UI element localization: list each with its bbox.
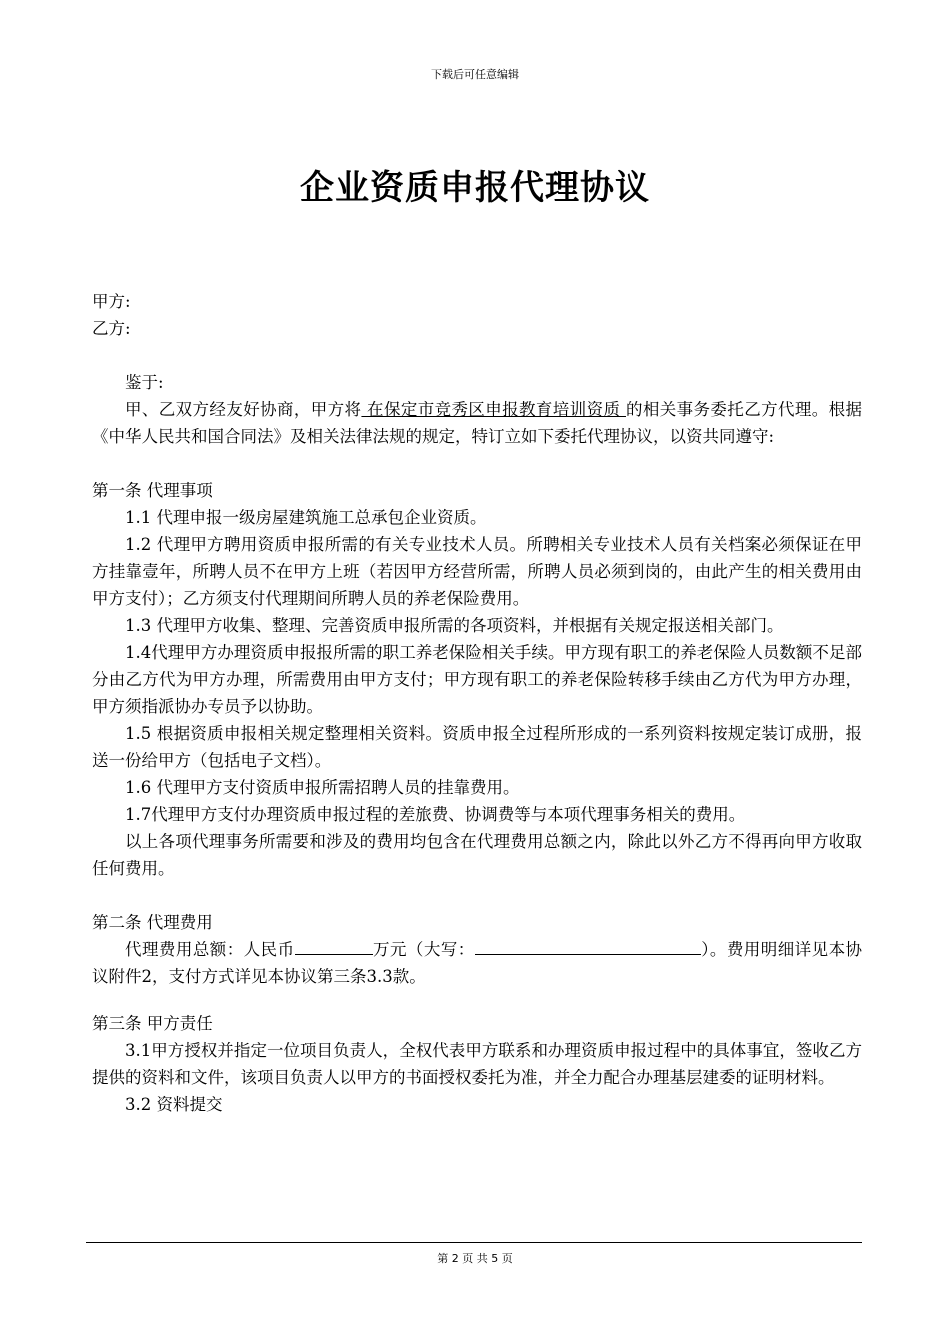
article-3-item: 3.1甲方授权并指定一位项目负责人，全权代表甲方联系和办理资质申报过程中的具体事宜，签收乙方提供的资料和文件，该项目负责人以甲方的书面授权委托为准，并全力配合办理基层建委的证明材料。 [92, 1041, 862, 1087]
fee-amount-blank[interactable] [295, 936, 373, 955]
fee-mid: 万元（大写： [372, 940, 475, 959]
fee-uppercase-blank[interactable] [475, 936, 701, 955]
document-body [92, 288, 862, 1118]
fee-pre: 代理费用总额：人民币 [125, 940, 295, 959]
article-1-item: 1.6 代理甲方支付资质申报所需招聘人员的挂靠费用。 [125, 778, 520, 797]
article-1-item: 1.2 代理甲方聘用资质申报所需的有关专业技术人员。所聘相关专业技术人员有关档案必须保证在甲方挂靠壹年，所聘人员不在甲方上班（若因甲方经营所需，所聘人员必须到岗的，由此产生的相关费用由甲方支付）；乙方须支付代理期间所聘人员的养老保险费用。 [92, 535, 862, 608]
article-1-item: 1.3 代理甲方收集、整理、完善资质申报所需的各项资料，并根据有关规定报送相关部门。 [125, 616, 784, 635]
article-3-item: 3.2 资料提交 [125, 1095, 223, 1114]
header-note: 下载后可任意编辑 [431, 68, 519, 81]
article-2-title: 第二条 代理费用 [92, 913, 213, 932]
intro-paragraph [92, 396, 862, 450]
article-1-item: 1.1 代理申报一级房屋建筑施工总承包企业资质。 [125, 508, 487, 527]
party-b-line: 乙方: [92, 319, 131, 338]
page-number: 第 2 页 共 5 页 [437, 1252, 513, 1265]
article-1-item: 1.7代理甲方支付办理资质申报过程的差旅费、协调费等与本项代理事务相关的费用。 [125, 805, 746, 824]
article-1-item: 1.5 根据资质申报相关规定整理相关资料。资质申报全过程所形成的一系列资料按规定装订成册，报送一份给甲方（包括电子文档）。 [92, 724, 862, 770]
article-1-item: 1.4代理甲方办理资质申报报所需的职工养老保险相关手续。甲方现有职工的养老保险人员数额不足部分由乙方代为甲方办理，所需费用由甲方支付；甲方现有职工的养老保险转移手续由乙方代为甲方办理，甲方须指派协办专员予以协助。 [92, 643, 862, 716]
article-1-title: 第一条 代理事项 [92, 481, 213, 500]
intro-underlined-matter: 在保定市竞秀区申报教育培训资质 [361, 400, 626, 419]
intro-post: 的相关事务委托乙方代理。根据《中华人民共和国合同法》及相关法律法规的规定，特订立如下委托代理协议，以资共同遵守: [92, 400, 863, 446]
whereas-line: 鉴于: [125, 373, 164, 392]
article-3-title: 第三条 甲方责任 [92, 1014, 213, 1033]
document-title: 企业资质申报代理协议 [300, 168, 650, 208]
fee-post: ）。费用明细详见本协议附件2，支付方式详见本协议第三条3.3款。 [92, 940, 863, 986]
footer-divider [86, 1242, 862, 1243]
article-2-fee-paragraph [92, 936, 862, 990]
intro-pre: 甲、乙双方经友好协商，甲方将 [125, 400, 362, 419]
party-a-line: 甲方: [92, 292, 131, 311]
article-1-closing: 以上各项代理事务所需要和涉及的费用均包含在代理费用总额之内，除此以外乙方不得再向甲方收取任何费用。 [92, 832, 862, 878]
